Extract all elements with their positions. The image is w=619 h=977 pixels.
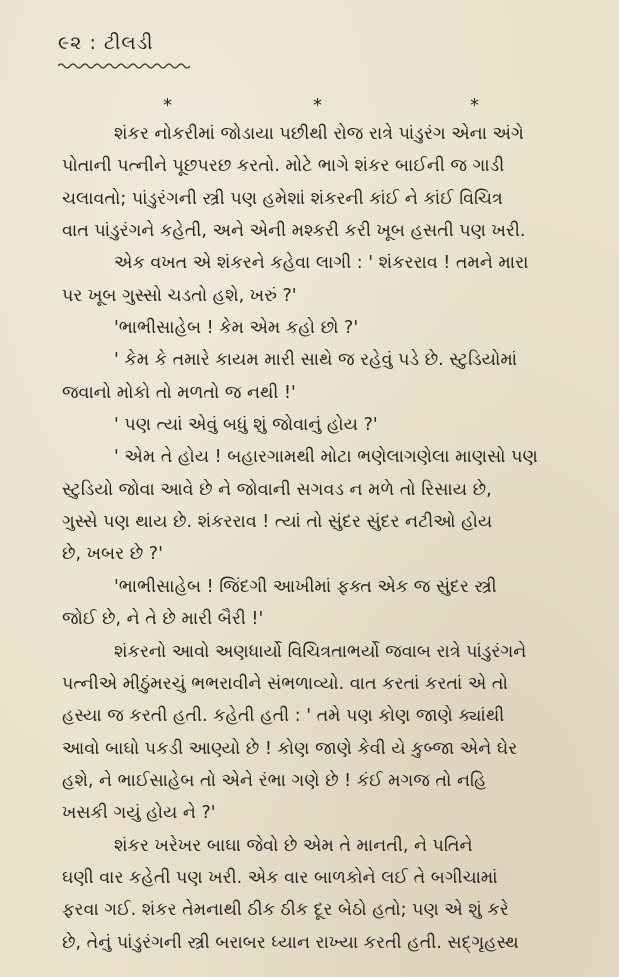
text-line: છે, તેનું પાંડુરંગની સ્ત્રી બરાબર ધ્યાન રાખ્યા કરતી હતી. સદ્ગૃહસ્થ — [62, 932, 519, 953]
text-line: ' પણ ત્યાં એવું બધું શું જોવાનું હોય ?' — [114, 415, 378, 436]
separator-star: * — [163, 95, 172, 116]
text-line: એક વખત એ શંકરને કહેવા લાગી : ' શંકરરાવ ! તમને મારા — [114, 253, 529, 274]
separator-star: * — [470, 95, 479, 116]
text-line: ઘણી વાર કહેતી પણ ખરી. એક વાર બાળકોને લઈ તે બગીચામાં — [62, 867, 498, 888]
text-line: ફરવા ગઈ. શંકર તેમનાથી ઠીક ઠીક દૂર બેઠો હતો; પણ એ શું કરે — [62, 900, 509, 921]
text-line: ગુસ્સે પણ થાય છે. શંકરરાવ ! ત્યાં તો સુંદર સુંદર નટીઓ હોય — [62, 512, 493, 533]
text-line: હસ્યા જ કરતી હતી. કહેતી હતી : ' તમે પણ કોણ જાણે ક્યાંથી — [62, 706, 505, 727]
section-separator — [0, 95, 619, 117]
text-line: પોતાની પત્નીને પૂછપરછ કરતો. મોટે ભાગે શંકર બાઈની જ ગાડી — [62, 156, 505, 177]
text-line: છે, ખબર છે ?' — [62, 544, 163, 565]
text-line: શંકરનો આવો અણધાર્યો વિચિત્રતાભર્યો જવાબ રાત્રે પાંડુરંગને — [114, 641, 527, 662]
text-line: ખસકી ગયું હોય ને ?' — [62, 803, 216, 824]
text-line: 'ભાભીસાહેબ ! જિંદગી આખીમાં ફક્ત એક જ સુંદર સ્ત્રી — [114, 576, 497, 597]
text-line: 'ભાભીસાહેબ ! કેમ એમ કહો છો ?' — [114, 318, 359, 339]
header-wavy-rule — [58, 62, 190, 70]
separator-star: * — [313, 95, 322, 116]
text-line: હશે, ને ભાઈસાહેબ તો એને રંભા ગણે છે ! કંઈ મગજ તો નહિ — [62, 770, 487, 791]
text-line: શંકર નોકરીમાં જોડાયા પછીથી રોજ રાત્રે પાંડુરંગ એના અંગે — [114, 124, 524, 144]
body-text — [62, 118, 582, 959]
text-line: જોઈ છે, ને તે છે મારી બૈરી !' — [62, 609, 264, 630]
text-line: ' કેમ કે તમારે કાયમ મારી સાથે જ રહેવું પડે છે. સ્ટુડિયોમાં — [114, 350, 518, 371]
text-line: આવો બાઘો પકડી આણ્યો છે ! કોણ જાણે કેવી યે કુબ્જા એને ઘેર — [62, 738, 518, 759]
text-line: સ્ટુડિયો જોવા આવે છે ને જોવાની સગવડ ન મળે તો રિસાય છે, — [62, 479, 492, 500]
text-line: ' એમ તે હોય ! બહારગામથી મોટા ભણેલાગણેલા માણસો પણ — [114, 447, 538, 468]
text-line: જવાનો મોકો તો મળતો જ નથી !' — [62, 382, 296, 403]
page-header: ૯૨ : ટીલડી — [58, 32, 154, 54]
text-line: શંકર ખરેખર બાઘા જેવો છે એમ તે માનતી, ને પતિને — [114, 835, 473, 856]
text-line: વાત પાંડુરંગને કહેતી, અને એની મશ્કરી કરી ખૂબ હસતી પણ ખરી. — [62, 221, 526, 242]
text-line: પત્નીએ મીઠુંમરચું ભભરાવીને સંભળાવ્યો. વાત કરતાં કરતાં એ તો — [62, 673, 508, 694]
text-line: ચલાવતો; પાંડુરંગની સ્ત્રી પણ હમેશાં શંકરની કાંઈ ને કાંઈ વિચિત્ર — [62, 188, 503, 209]
text-line: પર ખૂબ ગુસ્સો ચડતો હશે, ખરું ?' — [62, 285, 297, 306]
